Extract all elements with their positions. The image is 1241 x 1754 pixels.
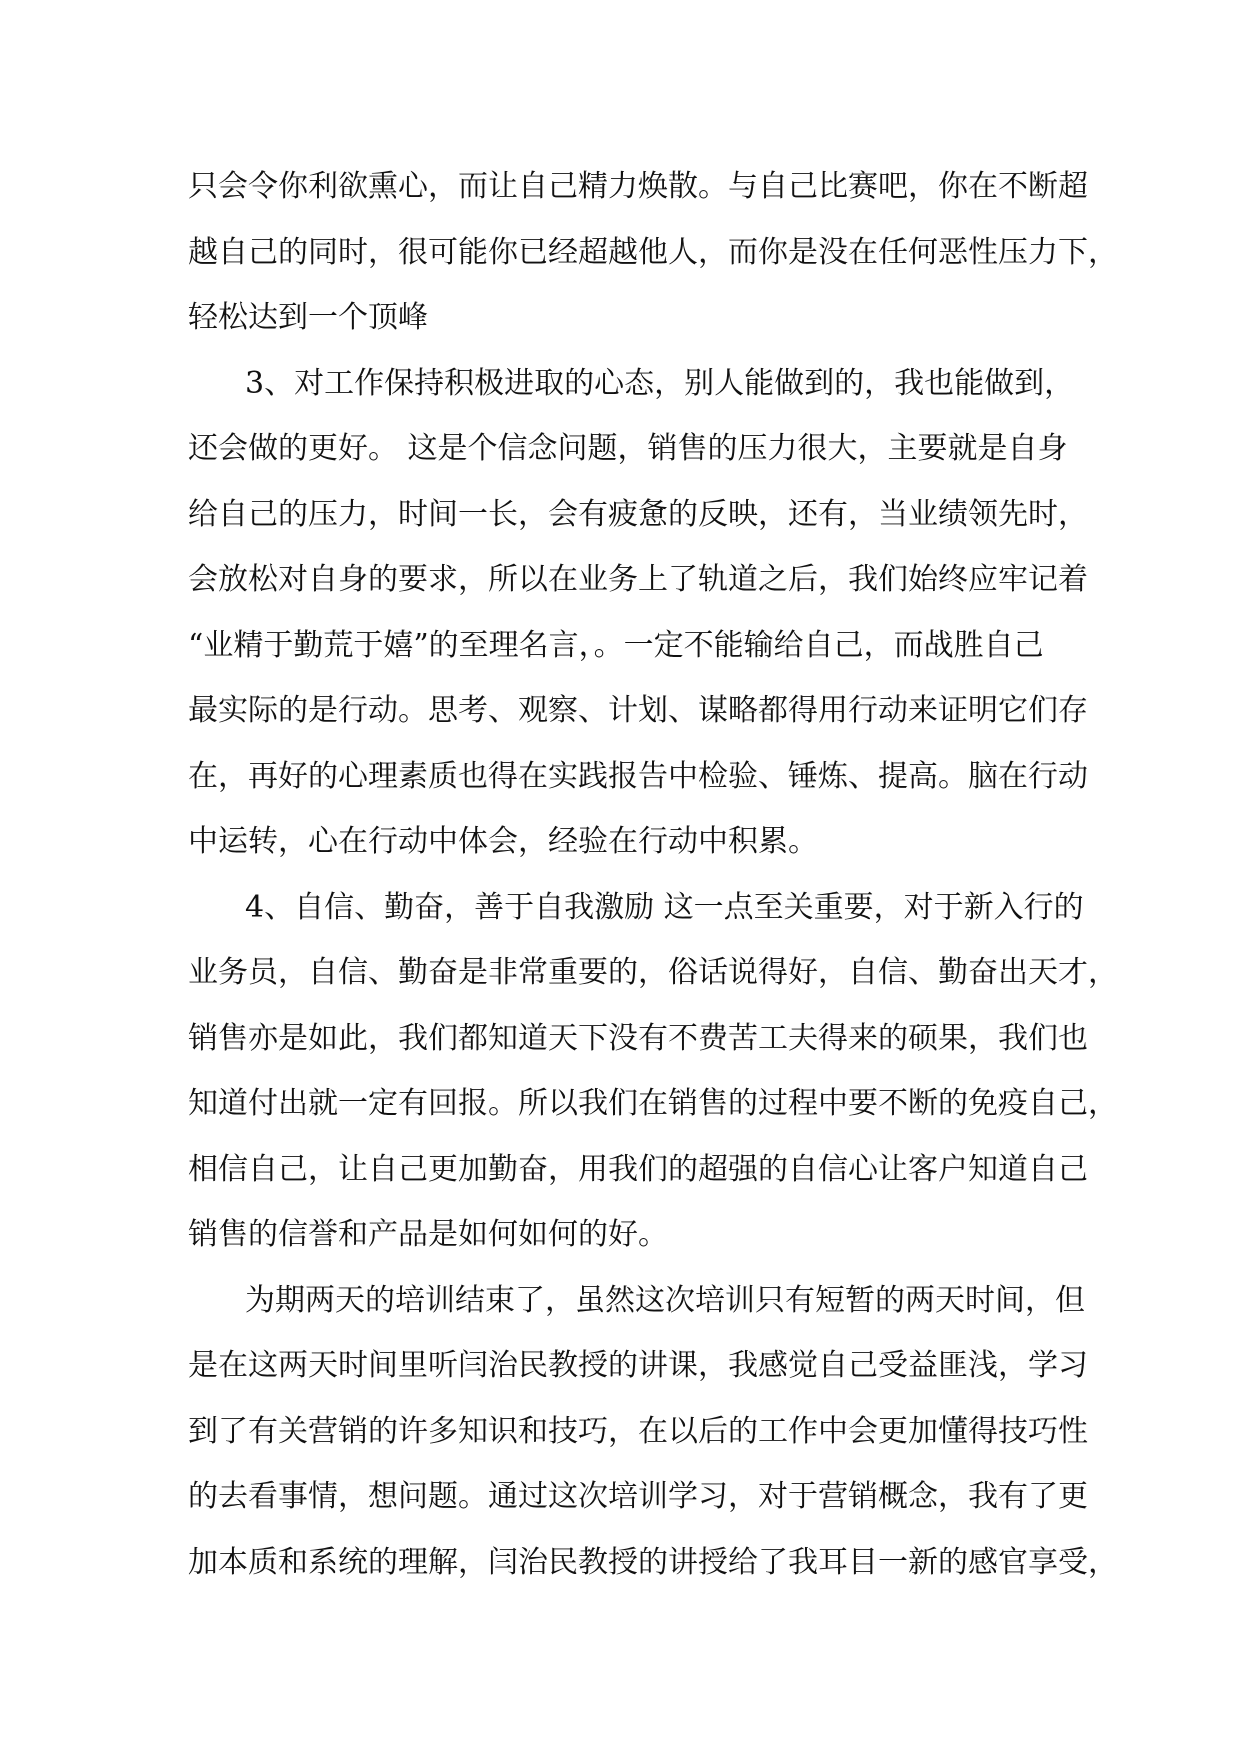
text-line: 最实际的是行动。思考、观察、计划、谋略都得用行动来证明它们存 — [188, 693, 1088, 728]
text-line: 的去看事情，想问题。通过这次培训学习，对于营销概念，我有了更 — [188, 1479, 1088, 1514]
text-line: 中运转，心在行动中体会，经验在行动中积累。 — [188, 824, 818, 859]
text-line: 3、对工作保持积极进取的心态，别人能做到的，我也能做到， — [245, 365, 1075, 401]
text-line: 只会令你利欲熏心，而让自己精力焕散。与自己比赛吧，你在不断超 — [188, 169, 1088, 204]
document-body — [188, 154, 1118, 1595]
text-line: 销售亦是如此，我们都知道天下没有不费苦工夫得来的硕果，我们也 — [188, 1020, 1088, 1056]
text-line: 知道付出就一定有回报。所以我们在销售的过程中要不断的免疫自己， — [188, 1086, 1118, 1121]
paragraph-4 — [188, 1268, 1118, 1596]
text-line: 越自己的同时，很可能你已经超越他人，而你是没在任何恶性压力下， — [188, 234, 1118, 270]
paragraph-3 — [188, 875, 1118, 1268]
text-line: 为期两天的培训结束了，虽然这次培训只有短暂的两天时间，但 — [245, 1282, 1085, 1318]
text-line: 销售的信誉和产品是如何如何的好。 — [188, 1217, 668, 1252]
text-line: 业务员，自信、勤奋是非常重要的，俗话说得好，自信、勤奋出天才， — [188, 955, 1118, 990]
text-line: 是在这两天时间里听闫治民教授的讲课，我感觉自己受益匪浅，学习 — [188, 1348, 1088, 1383]
text-line: 加本质和系统的理解，闫治民教授的讲授给了我耳目一新的感官享受， — [188, 1544, 1118, 1580]
paragraph-2 — [188, 351, 1088, 875]
text-line: 相信自己，让自己更加勤奋，用我们的超强的自信心让客户知道自己 — [188, 1151, 1088, 1187]
text-line: 会放松对自身的要求，所以在业务上了轨道之后，我们始终应牢记着 — [188, 562, 1088, 597]
text-line: 在，再好的心理素质也得在实践报告中检验、锤炼、提高。脑在行动 — [188, 758, 1088, 794]
text-line: 轻松达到一个顶峰 — [188, 300, 428, 335]
text-line: “业精于勤荒于嬉”的至理名言，。一定不能输给自己，而战胜自己 — [188, 627, 1044, 663]
text-line: 4、自信、勤奋，善于自我激励 这一点至关重要，对于新入行的 — [245, 889, 1084, 925]
text-line: 到了有关营销的许多知识和技巧，在以后的工作中会更加懂得技巧性 — [188, 1413, 1088, 1449]
text-line: 给自己的压力，时间一长，会有疲惫的反映，还有，当业绩领先时， — [188, 496, 1088, 532]
paragraph-1 — [188, 154, 1118, 351]
text-line: 还会做的更好。 这是个信念问题，销售的压力很大，主要就是自身 — [188, 431, 1068, 466]
